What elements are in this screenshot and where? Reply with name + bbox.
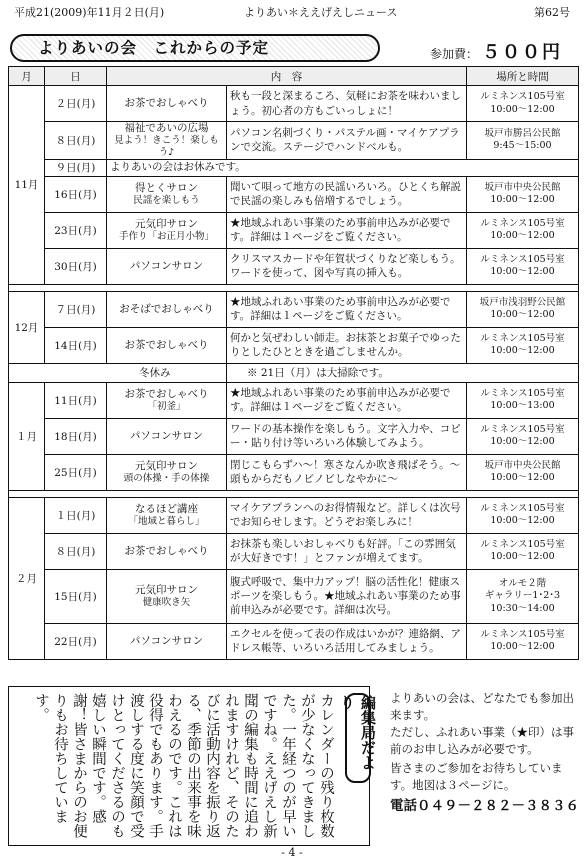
schedule-row <box>9 176 579 212</box>
schedule-row <box>9 327 579 363</box>
vacation-label: 冬休み <box>9 363 227 382</box>
place-line: 坂戸市浅羽野公民館 <box>479 297 566 309</box>
schedule-row <box>9 212 579 248</box>
date-cell: 18日(月) <box>45 418 107 454</box>
place-cell <box>467 569 579 623</box>
date-cell: 22日(月) <box>45 623 107 659</box>
description-cell: お抹茶も楽しいおしゃべりも好評。「この雰囲気が大好きです！」とファンが増えてます。 <box>227 533 467 569</box>
place-line: ルミネンス105号室 <box>480 424 565 436</box>
description-cell: ワードの基本操作を楽しもう。文字入力や、コピー・貼り付け等いろいろ体験してみよう。 <box>227 418 467 454</box>
event-title: 得とくサロン <box>135 181 198 194</box>
fee-amount: ５００円 <box>482 42 563 63</box>
page-header <box>14 4 570 20</box>
event-cell <box>107 248 227 284</box>
place-cell <box>467 122 579 160</box>
event-cell <box>107 212 227 248</box>
place-line: 坂戸市勝呂公民館 <box>484 128 561 140</box>
info-line-2: ただし、ふれあい事業（★印）は事前のお申し込みが必要です。 <box>390 725 574 756</box>
fee-label: 参加費： <box>430 47 479 61</box>
description-cell: パソコン名刺づくり・パステル画・マイケアプランで交流。ステージでハンドベルも。 <box>227 122 467 160</box>
event-title: お茶でおしゃべり <box>124 544 209 557</box>
place-line: 10:00～12:00 <box>490 309 555 321</box>
schedule-row <box>9 497 579 533</box>
event-cell <box>107 122 227 160</box>
event-cell <box>107 159 579 176</box>
event-title: お茶でおしゃべり <box>124 96 209 109</box>
editorial-title: 編集局だより <box>345 693 371 783</box>
event-title: パソコンサロン <box>129 634 204 647</box>
event-title: 民謡を楽しもう <box>133 195 200 206</box>
month-cell: 12月 <box>9 291 45 363</box>
telephone: 電話０４９－２８２－３８３６ <box>390 798 579 814</box>
month-cell: 11月 <box>9 86 45 285</box>
place-cell <box>467 86 579 122</box>
editorial-text: カレンダーの残り枚数が少なくなってきました。一年経つのが早いですね。ええげえし新聞の編集も時間に追われますけれど、そのたびに活動内容を振り返る、季節の出来事を味わえるのです。これは役得でもあります。手渡しする度に笑顔で受けとってくださるのも嬉しい瞬間です。感謝！皆さまからのお便りもお待ちしています。 <box>33 693 334 838</box>
event-cell <box>107 454 227 490</box>
description-cell: マイケアプランへのお得情報など。詳しくは次号でお知らせします。どうぞお楽しみに！ <box>227 497 467 533</box>
col-date: 日 <box>45 67 107 86</box>
place-line: 10:00～12:00 <box>490 551 555 563</box>
place-cell <box>467 533 579 569</box>
schedule-table <box>8 66 579 660</box>
place-cell <box>467 623 579 659</box>
col-place: 場所と時間 <box>467 67 579 86</box>
schedule-row <box>9 454 579 490</box>
col-month: 月 <box>9 67 45 86</box>
place-cell <box>467 248 579 284</box>
schedule-row <box>9 623 579 659</box>
place-line: ルミネンス105号室 <box>480 254 565 266</box>
date-cell: 11日(月) <box>45 382 107 418</box>
place-line: 10:00～12:00 <box>490 472 555 484</box>
description-cell: ★地域ふれあい事業のため事前申込みが必要です。詳細は１ページをご覧ください。 <box>227 291 467 327</box>
place-line: 10:00～12:00 <box>490 641 555 653</box>
date-cell: １日(月) <box>45 497 107 533</box>
place-line: 10:00～12:00 <box>490 266 555 278</box>
event-title: 元気印サロン <box>135 217 198 230</box>
event-cell <box>107 382 227 418</box>
date-cell: 15日(月) <box>45 569 107 623</box>
place-line: 9:45～15:00 <box>493 140 552 152</box>
event-title: 「初釜」 <box>147 401 186 412</box>
date-cell: 23日(月) <box>45 212 107 248</box>
editorial-box <box>8 686 377 846</box>
date-cell: ９日(月) <box>45 159 107 176</box>
description-cell: ★地域ふれあい事業のため事前申込みが必要です。詳細は１ページをご覧ください。 <box>227 382 467 418</box>
description-cell: 閉じこもらずハ～！寒さなんか吹き飛ばそう。～頭もからだもノビノビしなやかに～ <box>227 454 467 490</box>
place-line: ルミネンス105号室 <box>480 333 565 345</box>
event-cell <box>107 623 227 659</box>
date-cell: 14日(月) <box>45 327 107 363</box>
event-title: お茶でおしゃべり <box>124 387 209 400</box>
month-cell: ２月 <box>9 497 45 659</box>
date-cell: ８日(月) <box>45 533 107 569</box>
place-line: 10:00～12:00 <box>490 103 555 115</box>
event-title: 健康吹き矢 <box>142 597 191 608</box>
col-content: 内 容 <box>107 67 467 86</box>
event-cell <box>107 86 227 122</box>
schedule-row <box>9 248 579 284</box>
schedule-row <box>9 382 579 418</box>
place-line: 10:00～12:00 <box>490 436 555 448</box>
event-title: パソコンサロン <box>129 429 204 442</box>
page-number: - 4 - <box>281 846 303 859</box>
info-line-3: 皆さまのご参加をお待ちしています。地図は３ページに。 <box>390 761 563 792</box>
schedule-row <box>9 569 579 623</box>
place-line: 10:00～12:00 <box>490 230 555 242</box>
info-box <box>390 690 579 815</box>
place-line: 10:00～12:00 <box>490 345 555 357</box>
place-cell <box>467 382 579 418</box>
date-cell: ８日(月) <box>45 122 107 160</box>
place-cell <box>467 176 579 212</box>
event-title: 福祉であいの広場 <box>124 122 209 134</box>
issue-date: 平成21(2009)年11月２日(月) <box>14 6 165 19</box>
event-title: お茶でおしゃべり <box>124 338 209 351</box>
event-cell <box>107 327 227 363</box>
schedule-banner: よりあいの会 これからの予定 <box>10 34 380 62</box>
place-line: ルミネンス105号室 <box>480 218 565 230</box>
event-title: 元気印サロン <box>135 583 198 596</box>
schedule-row <box>9 86 579 122</box>
description-cell: 何かと気ぜわしい師走。お抹茶とお菓子でゆったりとしたひとときを過ごしませんか。 <box>227 327 467 363</box>
description-cell: 秋も一段と深まるころ、気軽にお茶を味わいましょう。初心者の方もごいっしょに！ <box>227 86 467 122</box>
fee <box>430 38 562 64</box>
info-line-1: よりあいの会は、どなたでも参加出来ます。 <box>390 691 574 722</box>
schedule-row <box>9 122 579 160</box>
event-title: 元気印サロン <box>135 459 198 472</box>
event-cell <box>107 418 227 454</box>
vacation-row <box>9 363 579 382</box>
place-line: オルモ２階 <box>498 577 547 589</box>
place-cell <box>467 454 579 490</box>
event-title: なるほど講座 <box>135 502 198 515</box>
newsletter-title: よりあい＊ええげえしニュース <box>244 6 398 19</box>
place-cell <box>467 327 579 363</box>
place-line: 10:30～14:00 <box>490 602 555 614</box>
description-cell: 聞いて唄って地方の民謡いろいろ。ひとくち解説で民謡の楽しみも倍増するでしょう。 <box>227 176 467 212</box>
place-cell <box>467 418 579 454</box>
description-cell: クリスマスカードや年賀状づくりなど楽しもう。ワードを使って、図や写真の挿入も。 <box>227 248 467 284</box>
event-cell <box>107 497 227 533</box>
event-cell <box>107 291 227 327</box>
description-cell: ★地域ふれあい事業のため事前申込みが必要です。詳細は１ページをご覧ください。 <box>227 212 467 248</box>
place-line: ルミネンス105号室 <box>480 503 565 515</box>
place-cell <box>467 291 579 327</box>
place-line: ギャラリー1･2･3 <box>484 590 561 602</box>
place-line: 10:00～13:00 <box>490 400 555 412</box>
event-cell <box>107 176 227 212</box>
place-line: ルミネンス105号室 <box>480 629 565 641</box>
place-line: ルミネンス105号室 <box>480 539 565 551</box>
issue-number: 第62号 <box>534 6 570 19</box>
date-cell: ７日(月) <box>45 291 107 327</box>
place-line: 坂戸市中央公民館 <box>484 460 561 472</box>
date-cell: 30日(月) <box>45 248 107 284</box>
place-cell <box>467 497 579 533</box>
schedule-row <box>9 418 579 454</box>
schedule-row <box>9 159 579 176</box>
month-cell: １月 <box>9 382 45 490</box>
event-title: パソコンサロン <box>129 259 204 272</box>
place-line: 10:00～12:00 <box>490 194 555 206</box>
event-cell <box>107 533 227 569</box>
place-line: ルミネンス105号室 <box>480 91 565 103</box>
description-cell: 腹式呼吸で、集中力アップ！脳の活性化！健康スポーツを楽しもう。★地域ふれあい事業のため事前申込みが必要です。詳細は次号。 <box>227 569 467 623</box>
vacation-text: ※ 21日（月）は大掃除です。 <box>227 363 579 382</box>
place-line: 坂戸市中央公民館 <box>484 182 561 194</box>
event-title: 手作り「お正月小物」 <box>118 231 214 242</box>
event-title: 見よう！きこう！楽しもう♪ <box>114 135 219 158</box>
schedule-row <box>9 291 579 327</box>
event-title: 頭の体操・手の体操 <box>123 473 210 484</box>
event-title: よりあいの会はお休みです。 <box>110 161 246 174</box>
event-title: 「地域と暮らし」 <box>128 516 205 527</box>
event-cell <box>107 569 227 623</box>
schedule-row <box>9 533 579 569</box>
place-line: 10:00～12:00 <box>490 515 555 527</box>
description-cell: エクセルを使って表の作成はいかが？連絡網、アドレス帳等、いろいろ活用してみましょう。 <box>227 623 467 659</box>
date-cell: 25日(月) <box>45 454 107 490</box>
place-cell <box>467 212 579 248</box>
date-cell: 16日(月) <box>45 176 107 212</box>
event-title: おそばでおしゃべり <box>119 302 214 315</box>
place-line: ルミネンス105号室 <box>480 388 565 400</box>
date-cell: ２日(月) <box>45 86 107 122</box>
